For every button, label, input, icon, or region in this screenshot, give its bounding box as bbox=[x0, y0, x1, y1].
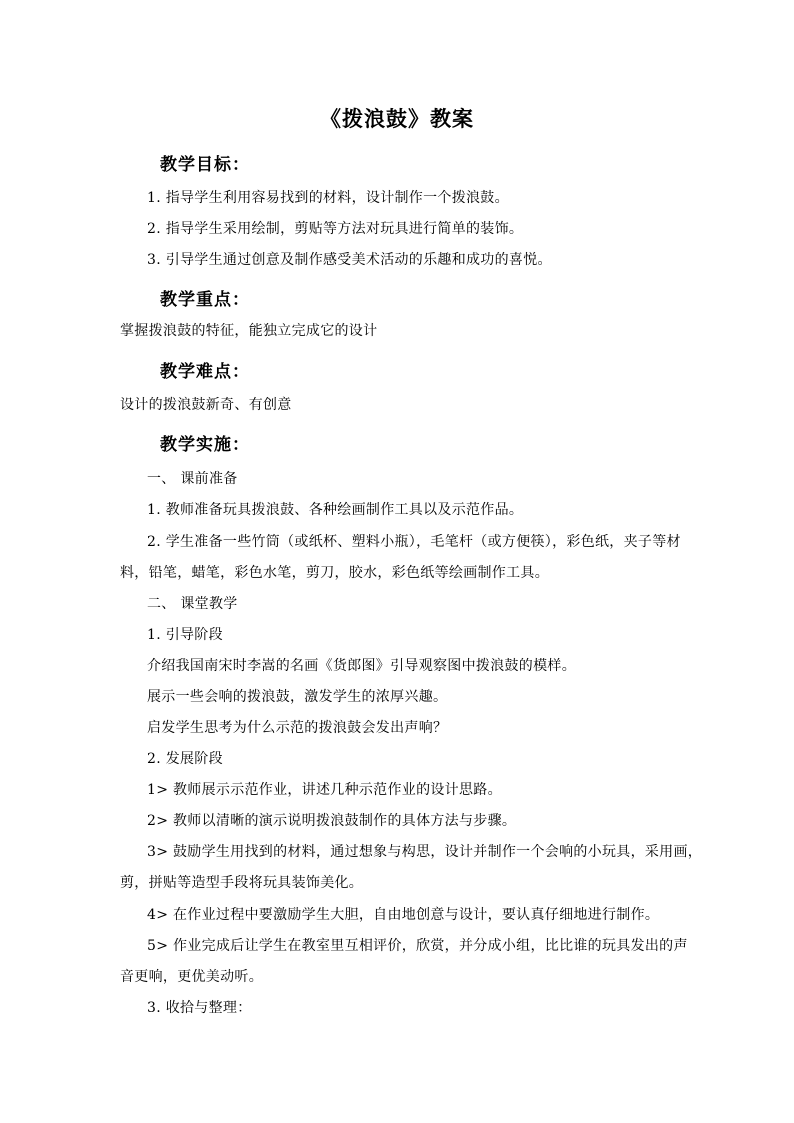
key-points-heading: 教学重点： bbox=[160, 290, 250, 310]
implementation-heading: 教学实施： bbox=[160, 435, 250, 455]
stage1-line-1: 介绍我国南宋时李嵩的名画《货郎图》引导观察图中拨浪鼓的模样。 bbox=[147, 658, 576, 674]
part1-item-2-line1: 2. 学生准备一些竹筒（或纸杯、塑料小瓶），毛笔杆（或方便筷），彩色纸，夹子等材 bbox=[147, 534, 681, 550]
stage3-title: 3. 收拾与整理： bbox=[147, 1000, 252, 1016]
objective-item-1: 1. 指导学生利用容易找到的材料，设计制作一个拨浪鼓。 bbox=[147, 190, 509, 206]
difficulties-heading: 教学难点： bbox=[160, 362, 250, 382]
stage2-item-3-line2: 剪，拼贴等造型手段将玩具装饰美化。 bbox=[120, 875, 364, 891]
stage2-item-5-line2: 音更响，更优美动听。 bbox=[120, 969, 263, 985]
key-points-text: 掌握拨浪鼓的特征，能独立完成它的设计 bbox=[120, 323, 378, 339]
stage1-title: 1. 引导阶段 bbox=[147, 627, 223, 643]
part2-title: 二、 课堂教学 bbox=[147, 596, 238, 612]
difficulties-text: 设计的拨浪鼓新奇、有创意 bbox=[120, 397, 292, 413]
document-title: 《拨浪鼓》教案 bbox=[320, 106, 474, 131]
stage2-title: 2. 发展阶段 bbox=[147, 751, 223, 767]
part1-title: 一、 课前准备 bbox=[147, 471, 238, 487]
stage1-line-3: 启发学生思考为什么示范的拨浪鼓会发出声响？ bbox=[147, 720, 448, 736]
stage2-item-4: 4> 在作业过程中要激励学生大胆，自由地创意与设计，要认真仔细地进行制作。 bbox=[147, 907, 660, 923]
stage2-item-1: 1> 教师展示示范作业，讲述几种示范作业的设计思路。 bbox=[147, 782, 502, 798]
part1-item-2-line2: 料，铅笔，蜡笔，彩色水笔，剪刀，胶水，彩色纸等绘画制作工具。 bbox=[120, 565, 549, 581]
objective-item-2: 2. 指导学生采用绘制，剪贴等方法对玩具进行简单的装饰。 bbox=[147, 221, 524, 237]
stage2-item-5-line1: 5> 作业完成后让学生在教室里互相评价，欣赏，并分成小组，比比谁的玩具发出的声 bbox=[147, 938, 688, 954]
stage2-item-3-line1: 3> 鼓励学生用找到的材料，通过想象与构思，设计并制作一个会响的小玩具，采用画， bbox=[147, 844, 703, 860]
stage1-line-2: 展示一些会响的拨浪鼓，激发学生的浓厚兴趣。 bbox=[147, 689, 448, 705]
part1-item-1: 1. 教师准备玩具拨浪鼓、各种绘画制作工具以及示范作品。 bbox=[147, 502, 524, 518]
stage2-item-2: 2> 教师以清晰的演示说明拨浪鼓制作的具体方法与步骤。 bbox=[147, 813, 517, 829]
objective-item-3: 3. 引导学生通过创意及制作感受美术活动的乐趣和成功的喜悦。 bbox=[147, 252, 552, 268]
objectives-heading: 教学目标： bbox=[160, 155, 250, 175]
